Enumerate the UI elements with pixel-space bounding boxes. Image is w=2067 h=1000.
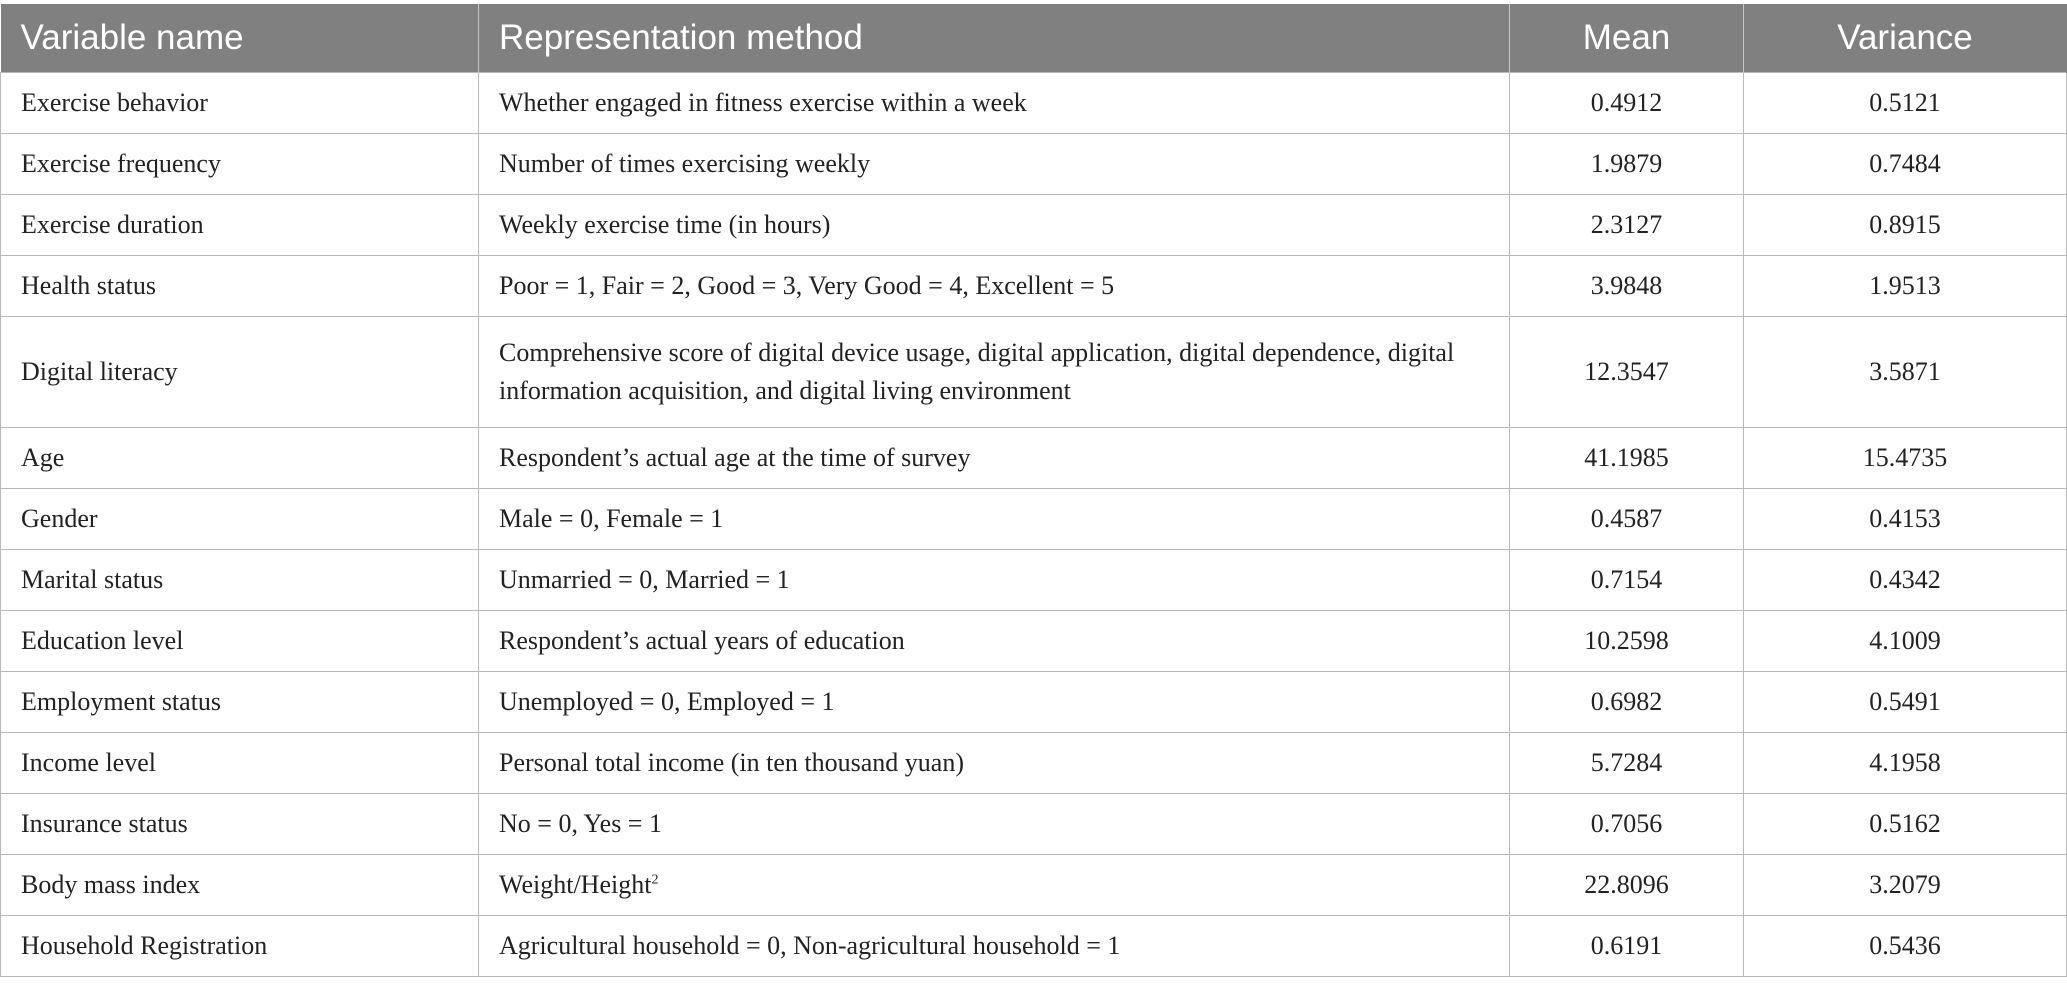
cell-mean: 10.2598 bbox=[1510, 611, 1744, 672]
superscript-squared: 2 bbox=[651, 872, 659, 888]
cell-variance: 3.2079 bbox=[1744, 855, 2067, 916]
cell-variance: 0.4153 bbox=[1744, 489, 2067, 550]
table-row bbox=[1, 672, 2067, 733]
header-variance: Variance bbox=[1744, 4, 2067, 73]
cell-representation-method: Unmarried = 0, Married = 1 bbox=[479, 550, 1510, 611]
cell-variance: 0.8915 bbox=[1744, 195, 2067, 256]
cell-variance: 0.5162 bbox=[1744, 794, 2067, 855]
cell-variable-name: Health status bbox=[1, 256, 479, 317]
cell-mean: 12.3547 bbox=[1510, 317, 1744, 428]
cell-variance: 4.1009 bbox=[1744, 611, 2067, 672]
cell-representation-method: Respondent’s actual years of education bbox=[479, 611, 1510, 672]
table-header bbox=[1, 4, 2067, 73]
header-mean: Mean bbox=[1510, 4, 1744, 73]
table-row bbox=[1, 794, 2067, 855]
table-row bbox=[1, 195, 2067, 256]
cell-representation-method: Poor = 1, Fair = 2, Good = 3, Very Good = 4, Excellent = 5 bbox=[479, 256, 1510, 317]
cell-mean: 1.9879 bbox=[1510, 134, 1744, 195]
cell-representation-method: Number of times exercising weekly bbox=[479, 134, 1510, 195]
cell-mean: 0.6982 bbox=[1510, 672, 1744, 733]
cell-mean: 3.9848 bbox=[1510, 256, 1744, 317]
cell-variance: 0.4342 bbox=[1744, 550, 2067, 611]
cell-mean: 0.4587 bbox=[1510, 489, 1744, 550]
table-row bbox=[1, 550, 2067, 611]
cell-variable-name: Education level bbox=[1, 611, 479, 672]
cell-variance: 1.9513 bbox=[1744, 256, 2067, 317]
cell-mean: 0.6191 bbox=[1510, 916, 1744, 977]
cell-variable-name: Digital literacy bbox=[1, 317, 479, 428]
cell-variance: 0.7484 bbox=[1744, 134, 2067, 195]
cell-representation-method: Male = 0, Female = 1 bbox=[479, 489, 1510, 550]
cell-mean: 22.8096 bbox=[1510, 855, 1744, 916]
cell-variance: 0.5436 bbox=[1744, 916, 2067, 977]
cell-mean: 41.1985 bbox=[1510, 428, 1744, 489]
table-body bbox=[1, 73, 2067, 977]
cell-representation-method: Unemployed = 0, Employed = 1 bbox=[479, 672, 1510, 733]
cell-variable-name: Gender bbox=[1, 489, 479, 550]
cell-variance: 0.5491 bbox=[1744, 672, 2067, 733]
cell-variance: 4.1958 bbox=[1744, 733, 2067, 794]
cell-representation-method: Weekly exercise time (in hours) bbox=[479, 195, 1510, 256]
cell-representation-method: No = 0, Yes = 1 bbox=[479, 794, 1510, 855]
cell-variable-name: Exercise duration bbox=[1, 195, 479, 256]
cell-mean: 5.7284 bbox=[1510, 733, 1744, 794]
header-variable-name: Variable name bbox=[1, 4, 479, 73]
table-row bbox=[1, 428, 2067, 489]
cell-variable-name: Exercise frequency bbox=[1, 134, 479, 195]
cell-representation-method: Agricultural household = 0, Non-agricultural household = 1 bbox=[479, 916, 1510, 977]
header-representation-method: Representation method bbox=[479, 4, 1510, 73]
cell-mean: 2.3127 bbox=[1510, 195, 1744, 256]
table-row bbox=[1, 733, 2067, 794]
header-row bbox=[1, 4, 2067, 73]
cell-representation-method: Respondent’s actual age at the time of survey bbox=[479, 428, 1510, 489]
cell-variable-name: Age bbox=[1, 428, 479, 489]
table-row bbox=[1, 134, 2067, 195]
table-row bbox=[1, 256, 2067, 317]
cell-representation-method: Personal total income (in ten thousand yuan) bbox=[479, 733, 1510, 794]
cell-variable-name: Household Registration bbox=[1, 916, 479, 977]
cell-variable-name: Employment status bbox=[1, 672, 479, 733]
table-row bbox=[1, 73, 2067, 134]
cell-variable-name: Marital status bbox=[1, 550, 479, 611]
cell-representation-method bbox=[479, 855, 1510, 916]
table-row bbox=[1, 489, 2067, 550]
cell-variable-name: Income level bbox=[1, 733, 479, 794]
cell-variance: 15.4735 bbox=[1744, 428, 2067, 489]
method-text: Weight/Height bbox=[499, 870, 652, 899]
table-row bbox=[1, 611, 2067, 672]
cell-mean: 0.4912 bbox=[1510, 73, 1744, 134]
cell-variance: 3.5871 bbox=[1744, 317, 2067, 428]
cell-mean: 0.7056 bbox=[1510, 794, 1744, 855]
table-row bbox=[1, 916, 2067, 977]
cell-mean: 0.7154 bbox=[1510, 550, 1744, 611]
cell-variable-name: Insurance status bbox=[1, 794, 479, 855]
cell-variable-name: Exercise behavior bbox=[1, 73, 479, 134]
cell-representation-method: Whether engaged in fitness exercise within a week bbox=[479, 73, 1510, 134]
cell-variable-name: Body mass index bbox=[1, 855, 479, 916]
table-row bbox=[1, 317, 2067, 428]
cell-variance: 0.5121 bbox=[1744, 73, 2067, 134]
cell-representation-method: Comprehensive score of digital device usage, digital application, digital dependence, digital information acquisition, and digital living environment bbox=[479, 317, 1510, 428]
table-row bbox=[1, 855, 2067, 916]
variables-table bbox=[0, 4, 2067, 977]
variables-table-container bbox=[0, 4, 2067, 977]
